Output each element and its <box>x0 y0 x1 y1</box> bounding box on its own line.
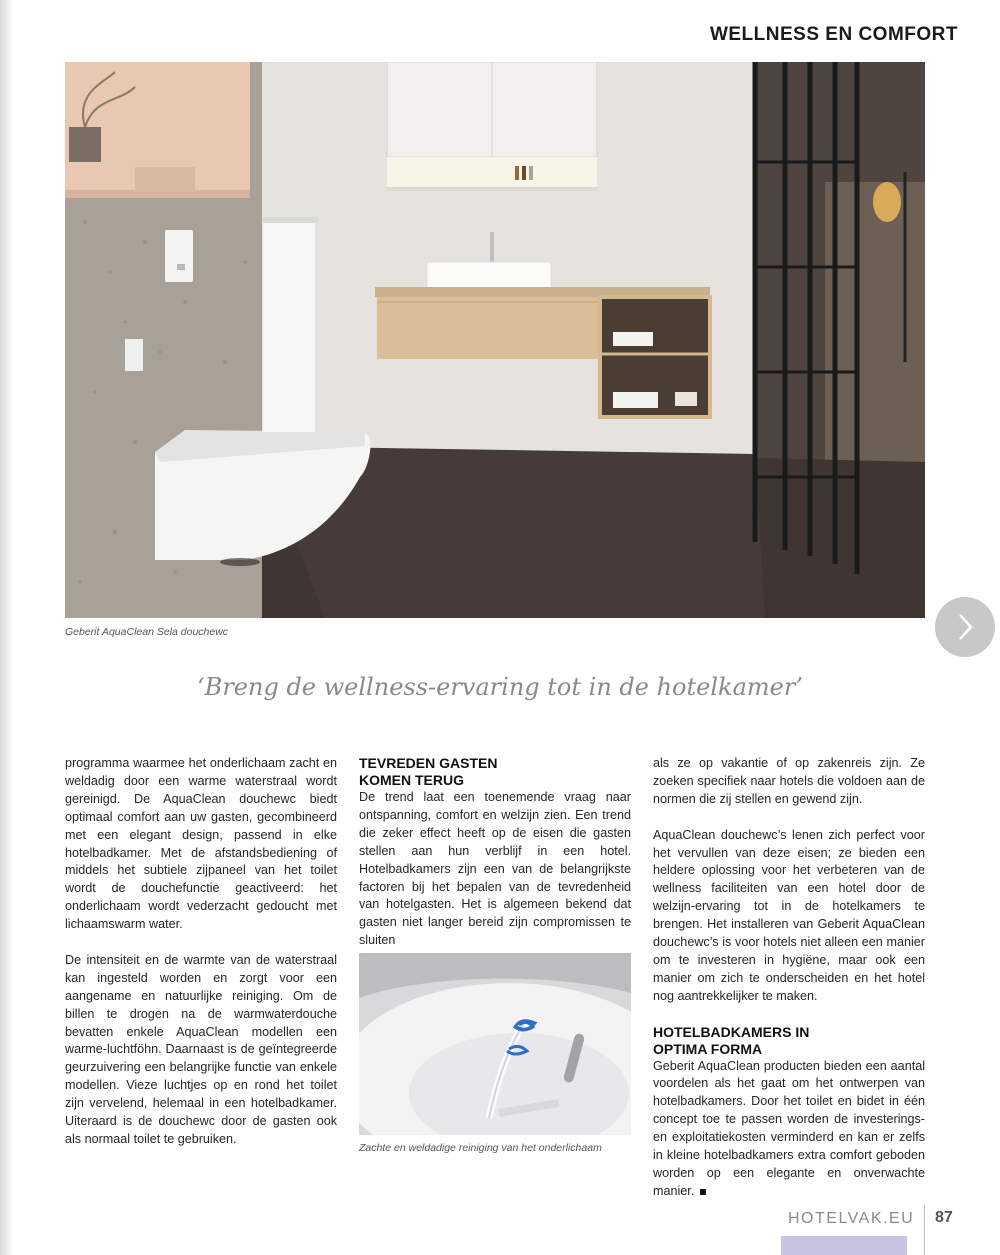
subheading-line: TEVREDEN GASTEN <box>359 755 498 771</box>
page-number: 87 <box>935 1209 953 1226</box>
end-of-article-mark <box>700 1189 706 1195</box>
paragraph <box>653 1058 925 1201</box>
footer-divider <box>924 1205 925 1255</box>
footer-accent-bar <box>781 1236 907 1255</box>
section-title: WELLNESS EN COMFORT <box>709 24 958 45</box>
paragraph: De trend laat een toenemende vraag naar ontspanning, comfort en welzijn zien. Een trend die zeker effect heeft op de eisen die gasten stellen aan hun verblijf in een hotel. Hotelbadkamers zijn een van de belangrijkste factoren bij het bepalen van de tevredenheid van hotelgasten. Het is algemeen bekend dat gasten niet langer bereid zijn compromissen te sluiten <box>359 790 631 948</box>
next-page-button[interactable] <box>935 597 995 657</box>
footer-brand: HOTELVAK.EU <box>788 1210 915 1227</box>
subheading-line: HOTELBADKAMERS IN <box>653 1023 810 1040</box>
text-column-2 <box>359 755 631 950</box>
paragraph-text: Geberit AquaClean producten bieden een aantal voordelen als het gaat om het ontwerpen van hotelbadkamers. Door het toilet en bidet in één concept toe te passen worden de investerings- en exploitatiekosten verminderd en kan er zelfs in kleine hotelbadkamers extra comfort geboden worden op een elegante en onverwachte manier. <box>653 1058 925 1198</box>
paragraph: De intensiteit en de warmte van de waterstraal kan ingesteld worden en zorgt voor een aangename en natuurlijke reiniging. Om de billen te drogen na de warmwaterdouche bevatten enkele AquaClean modellen een warme-luchtföhn. Daarnaast is de geïntegreerde geurzuivering een belangrijke functie van enkele modellen. Vieze luchtjes op en rond het toilet zijn vervelend, helemaal in een hotelbadkamer. Uiteraard is de douchewc door de gasten ook als normaal toilet te gebruiken. <box>65 952 337 1147</box>
text-column-3 <box>653 755 925 1201</box>
hero-caption: Geberit AquaClean Sela douchewc <box>65 626 229 638</box>
hero-photo <box>65 62 925 618</box>
pull-quote: ‘Breng de wellness-ervaring tot in de hotelkamer’ <box>197 673 803 701</box>
inset-caption: Zachte en weldadige reiniging van het onderlichaam <box>359 1142 602 1154</box>
inset-photo <box>359 953 631 1135</box>
chevron-right-icon <box>954 612 976 642</box>
paragraph: als ze op vakantie of op zakenreis zijn. Ze zoeken specifiek naar hotels die voldoen aan de normen die zij stellen en gewend zijn. <box>653 756 925 806</box>
text-column-1 <box>65 755 337 1149</box>
page-gutter-shadow <box>0 0 14 1255</box>
subheading-line: OPTIMA FORMA <box>653 1040 763 1057</box>
subheading <box>653 1024 925 1058</box>
paragraph: programma waarmee het onderlichaam zacht en weldadig door een warme waterstraal wordt gereinigd. De AquaClean douchewc biedt optimaal comfort aan uw gasten, gecombineerd met een elegant design, passend in elke hotelbadkamer. Met de afstandsbediening of middels het subtiele zijpaneel van het toilet wordt de douchefunctie geactiveerd: het onderlichaam wordt vederzacht gedoucht met lichaamswarm water. <box>65 756 337 932</box>
paragraph: AquaClean douchewc’s lenen zich perfect voor het vervullen van deze eisen; ze bieden een heldere oplossing voor het verbeteren van de wellness faciliteiten van een hotel door de welzijn-ervaring tot in de hotelkamers te brengen. Het installeren van Geberit AquaClean douchewc’s is voor hotels niet alleen een manier om te investeren in hygiëne, maar ook een manier om zich te onderscheiden en het hotel nog aantrekkelijker te maken. <box>653 827 925 1003</box>
subheading <box>359 755 631 789</box>
subheading-line: KOMEN TERUG <box>359 772 464 788</box>
